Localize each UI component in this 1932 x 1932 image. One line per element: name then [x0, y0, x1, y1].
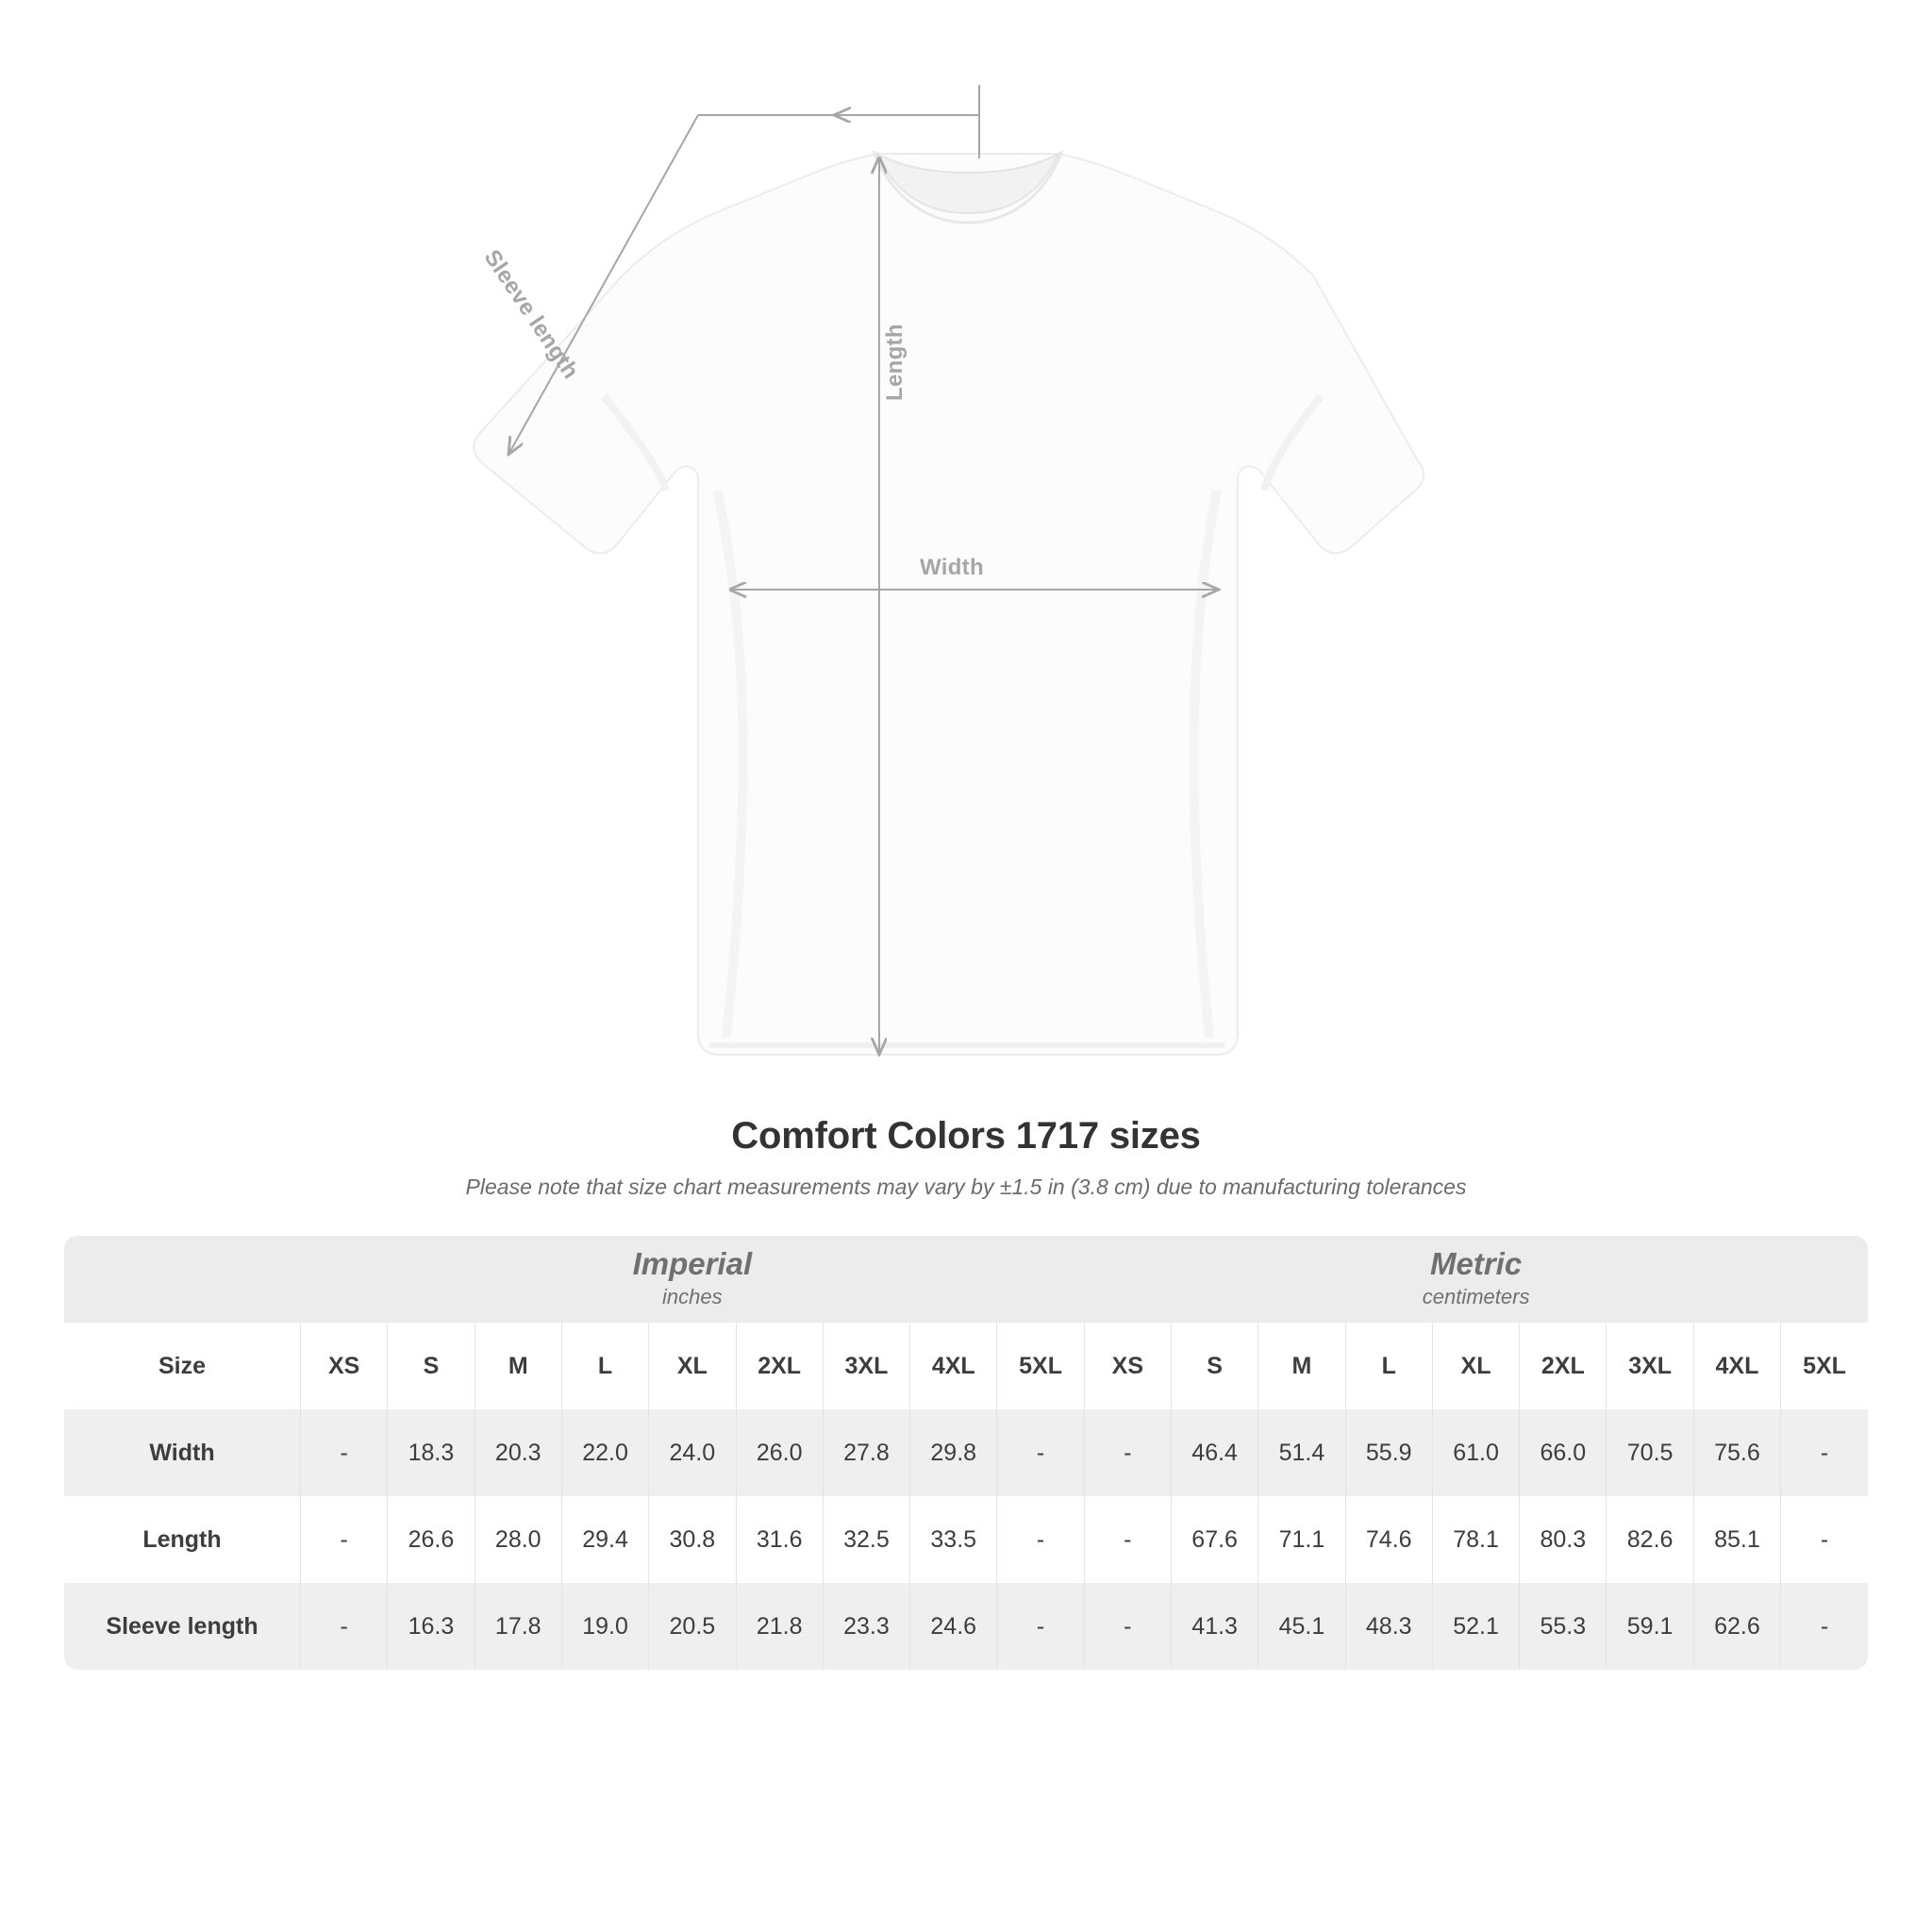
length-metric-5xl: -	[1781, 1496, 1868, 1583]
size-table	[64, 1236, 1868, 1670]
size-header-imperial-l: L	[561, 1323, 648, 1409]
size-header-metric-xs: XS	[1084, 1323, 1171, 1409]
size-header-metric-4xl: 4XL	[1693, 1323, 1780, 1409]
length-metric-4xl: 85.1	[1693, 1496, 1780, 1583]
sleeve-metric-xs: -	[1084, 1583, 1171, 1670]
size-header-row	[64, 1323, 1868, 1409]
width-metric-4xl: 75.6	[1693, 1409, 1780, 1496]
length-imperial-m: 28.0	[475, 1496, 561, 1583]
size-header-imperial-xs: XS	[301, 1323, 388, 1409]
title-block	[0, 1115, 1932, 1200]
width-metric-l: 55.9	[1345, 1409, 1432, 1496]
size-table-container	[64, 1236, 1868, 1670]
size-header-metric-m: M	[1258, 1323, 1345, 1409]
length-imperial-l: 29.4	[561, 1496, 648, 1583]
width-metric-2xl: 66.0	[1520, 1409, 1607, 1496]
sleeve-metric-xl: 52.1	[1432, 1583, 1519, 1670]
unit-group-imperial	[301, 1236, 1085, 1323]
size-header-imperial-5xl: 5XL	[997, 1323, 1084, 1409]
unit-group-imperial-sub: inches	[662, 1285, 723, 1309]
width-imperial-4xl: 29.8	[910, 1409, 997, 1496]
row-label-length: Length	[64, 1496, 301, 1583]
table-row	[64, 1583, 1868, 1670]
size-header-metric-2xl: 2XL	[1520, 1323, 1607, 1409]
size-header-metric-l: L	[1345, 1323, 1432, 1409]
unit-group-metric-name: Metric	[1429, 1245, 1523, 1281]
length-imperial-4xl: 33.5	[910, 1496, 997, 1583]
size-header-imperial-xl: XL	[649, 1323, 736, 1409]
sleeve-metric-l: 48.3	[1345, 1583, 1432, 1670]
table-row	[64, 1496, 1868, 1583]
unit-header-row	[64, 1236, 1868, 1323]
sleeve-dimension-label: Sleeve length	[478, 245, 584, 384]
table-row	[64, 1409, 1868, 1496]
unit-group-metric	[1084, 1236, 1868, 1323]
width-metric-3xl: 70.5	[1607, 1409, 1693, 1496]
length-metric-xl: 78.1	[1432, 1496, 1519, 1583]
width-metric-s: 46.4	[1171, 1409, 1257, 1496]
size-header-metric-3xl: 3XL	[1607, 1323, 1693, 1409]
length-dimension-label: Length	[882, 324, 908, 401]
tshirt-shape	[474, 151, 1424, 1055]
sleeve-metric-3xl: 59.1	[1607, 1583, 1693, 1670]
chart-title: Comfort Colors 1717 sizes	[731, 1115, 1201, 1157]
sleeve-imperial-2xl: 21.8	[736, 1583, 823, 1670]
sleeve-imperial-xs: -	[301, 1583, 388, 1670]
unit-group-imperial-name: Imperial	[632, 1245, 753, 1281]
length-imperial-s: 26.6	[388, 1496, 475, 1583]
length-metric-2xl: 80.3	[1520, 1496, 1607, 1583]
width-imperial-xs: -	[301, 1409, 388, 1496]
length-metric-3xl: 82.6	[1607, 1496, 1693, 1583]
width-metric-xl: 61.0	[1432, 1409, 1519, 1496]
sleeve-imperial-3xl: 23.3	[823, 1583, 909, 1670]
width-imperial-3xl: 27.8	[823, 1409, 909, 1496]
sleeve-imperial-xl: 20.5	[649, 1583, 736, 1670]
length-imperial-xl: 30.8	[649, 1496, 736, 1583]
unit-group-metric-sub: centimeters	[1422, 1285, 1530, 1309]
sleeve-metric-4xl: 62.6	[1693, 1583, 1780, 1670]
length-metric-xs: -	[1084, 1496, 1171, 1583]
size-header-imperial-4xl: 4XL	[910, 1323, 997, 1409]
length-imperial-3xl: 32.5	[823, 1496, 909, 1583]
size-header-label: Size	[64, 1323, 301, 1409]
length-metric-s: 67.6	[1171, 1496, 1257, 1583]
width-imperial-2xl: 26.0	[736, 1409, 823, 1496]
width-imperial-xl: 24.0	[649, 1409, 736, 1496]
sleeve-metric-2xl: 55.3	[1520, 1583, 1607, 1670]
unit-row-spacer	[64, 1236, 301, 1323]
size-header-metric-5xl: 5XL	[1781, 1323, 1868, 1409]
width-imperial-l: 22.0	[561, 1409, 648, 1496]
width-imperial-m: 20.3	[475, 1409, 561, 1496]
size-header-imperial-s: S	[388, 1323, 475, 1409]
sleeve-metric-s: 41.3	[1171, 1583, 1257, 1670]
length-imperial-5xl: -	[997, 1496, 1084, 1583]
sleeve-imperial-m: 17.8	[475, 1583, 561, 1670]
width-dimension-label: Width	[920, 555, 984, 580]
size-header-metric-xl: XL	[1432, 1323, 1519, 1409]
sleeve-imperial-s: 16.3	[388, 1583, 475, 1670]
length-metric-m: 71.1	[1258, 1496, 1345, 1583]
sleeve-metric-5xl: -	[1781, 1583, 1868, 1670]
size-header-metric-s: S	[1171, 1323, 1257, 1409]
chart-note: Please note that size chart measurements may vary by ±1.5 in (3.8 cm) due to manufacturing tolerances	[465, 1174, 1467, 1199]
length-metric-l: 74.6	[1345, 1496, 1432, 1583]
width-metric-xs: -	[1084, 1409, 1171, 1496]
row-label-sleeve-length: Sleeve length	[64, 1583, 301, 1670]
width-imperial-s: 18.3	[388, 1409, 475, 1496]
width-imperial-5xl: -	[997, 1409, 1084, 1496]
sleeve-imperial-5xl: -	[997, 1583, 1084, 1670]
sleeve-imperial-l: 19.0	[561, 1583, 648, 1670]
width-metric-5xl: -	[1781, 1409, 1868, 1496]
length-imperial-xs: -	[301, 1496, 388, 1583]
width-metric-m: 51.4	[1258, 1409, 1345, 1496]
row-label-width: Width	[64, 1409, 301, 1496]
size-header-imperial-m: M	[475, 1323, 561, 1409]
size-header-imperial-2xl: 2XL	[736, 1323, 823, 1409]
size-header-imperial-3xl: 3XL	[823, 1323, 909, 1409]
length-imperial-2xl: 31.6	[736, 1496, 823, 1583]
sleeve-imperial-4xl: 24.6	[910, 1583, 997, 1670]
sleeve-metric-m: 45.1	[1258, 1583, 1345, 1670]
